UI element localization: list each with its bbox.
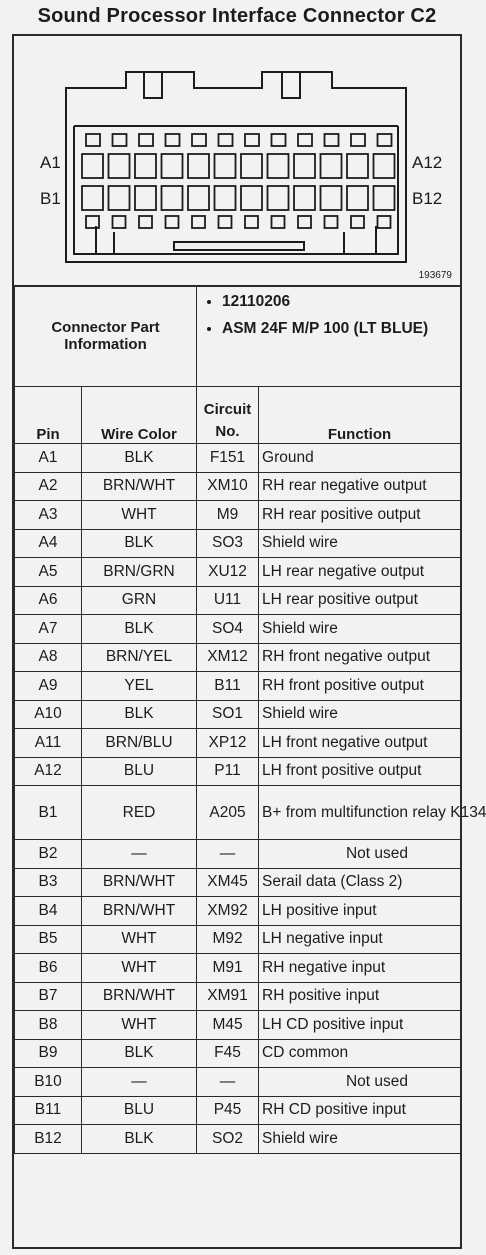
wire-color-cell: BRN/WHT (82, 897, 197, 926)
pin-cell: B2 (15, 840, 82, 869)
pin-cell: A11 (15, 729, 82, 758)
pin-label-b1: B1 (40, 189, 61, 208)
circuit-cell: F45 (197, 1039, 259, 1068)
pin-label-a1: A1 (40, 153, 61, 172)
pin-cell: A2 (15, 472, 82, 501)
table-row (15, 868, 461, 897)
pin-cavity (268, 186, 289, 210)
function-cell: CD common (259, 1039, 461, 1068)
header-function: Function (259, 387, 461, 444)
pin-cavity (192, 216, 205, 228)
table-row (15, 472, 461, 501)
connector-part-number: • 12110206 (222, 292, 457, 311)
pin-cell: B9 (15, 1039, 82, 1068)
function-cell: Ground (259, 444, 461, 473)
pin-cavity (109, 186, 130, 210)
pin-cavity (272, 216, 285, 228)
pin-cavity (192, 134, 206, 146)
function-cell: Not used (259, 840, 461, 869)
figure-number: 193679 (418, 270, 452, 281)
circuit-cell: P11 (197, 757, 259, 786)
table-row (15, 586, 461, 615)
pin-cavity (378, 216, 391, 228)
pin-cell: B7 (15, 982, 82, 1011)
pin-cell: B3 (15, 868, 82, 897)
pin-cavity (245, 216, 258, 228)
function-cell: RH CD positive input (259, 1096, 461, 1125)
pin-cell: B8 (15, 1011, 82, 1040)
wire-color-cell: BLK (82, 1125, 197, 1154)
function-cell: LH front positive output (259, 757, 461, 786)
connector-frame (12, 34, 486, 1249)
pin-cavity (241, 186, 262, 210)
pin-cell: A8 (15, 643, 82, 672)
wire-color-cell: BLK (82, 700, 197, 729)
function-cell: RH negative input (259, 954, 461, 983)
table-row (15, 700, 461, 729)
pin-cavity (325, 216, 338, 228)
table-row (15, 840, 461, 869)
wire-color-cell: WHT (82, 925, 197, 954)
pin-cavity (325, 134, 339, 146)
function-cell: RH positive input (259, 982, 461, 1011)
table-row (15, 1125, 461, 1154)
pin-cavity (135, 154, 156, 178)
circuit-cell: SO1 (197, 700, 259, 729)
wire-color-cell: YEL (82, 672, 197, 701)
wire-color-cell: BRN/GRN (82, 558, 197, 587)
pin-cavity (374, 186, 395, 210)
pin-cell: A1 (15, 444, 82, 473)
pin-cavity (113, 134, 127, 146)
table-row (15, 615, 461, 644)
pin-cavity (294, 154, 315, 178)
wire-color-cell: BRN/YEL (82, 643, 197, 672)
pin-cavity (374, 154, 395, 178)
circuit-cell: XP12 (197, 729, 259, 758)
wire-color-cell: WHT (82, 1011, 197, 1040)
pin-cell: B11 (15, 1096, 82, 1125)
circuit-cell: U11 (197, 586, 259, 615)
wire-color-cell: RED (82, 786, 197, 840)
pin-cell: B12 (15, 1125, 82, 1154)
circuit-cell: SO2 (197, 1125, 259, 1154)
function-cell: B+ from multifunction relay K134 (259, 786, 461, 840)
connector-drawing (14, 36, 460, 287)
pin-cavity (82, 154, 103, 178)
circuit-cell: — (197, 1068, 259, 1097)
pin-cavity (162, 154, 183, 178)
pin-cavity (245, 134, 259, 146)
function-cell: RH front negative output (259, 643, 461, 672)
pin-cavity (86, 134, 100, 146)
circuit-cell: M91 (197, 954, 259, 983)
circuit-cell: P45 (197, 1096, 259, 1125)
connector-info-list (197, 286, 461, 387)
circuit-cell: A205 (197, 786, 259, 840)
circuit-cell: XU12 (197, 558, 259, 587)
pin-cell: A9 (15, 672, 82, 701)
table-row (15, 1068, 461, 1097)
circuit-cell: XM45 (197, 868, 259, 897)
pin-cavity (215, 186, 236, 210)
pin-cell: A10 (15, 700, 82, 729)
pin-cavity (351, 134, 365, 146)
pin-cavity (347, 154, 368, 178)
wire-color-cell: — (82, 1068, 197, 1097)
wire-color-cell: WHT (82, 954, 197, 983)
pin-cell: B5 (15, 925, 82, 954)
table-row (15, 444, 461, 473)
wire-color-cell: BLK (82, 615, 197, 644)
function-cell: RH rear negative output (259, 472, 461, 501)
pin-cavity (109, 154, 130, 178)
pin-cavity (241, 154, 262, 178)
pin-cavity (166, 134, 180, 146)
circuit-cell: SO3 (197, 529, 259, 558)
table-row (15, 897, 461, 926)
wire-color-cell: BRN/BLU (82, 729, 197, 758)
pin-cavity (162, 186, 183, 210)
pin-cell: A3 (15, 501, 82, 530)
pin-cell: B4 (15, 897, 82, 926)
pin-cavity (351, 216, 364, 228)
function-cell: LH positive input (259, 897, 461, 926)
circuit-cell: B11 (197, 672, 259, 701)
wire-color-cell: BRN/WHT (82, 868, 197, 897)
wire-color-cell: BLK (82, 529, 197, 558)
table-row (15, 1096, 461, 1125)
function-cell: RH front positive output (259, 672, 461, 701)
pin-cell: A7 (15, 615, 82, 644)
pin-cavity (82, 186, 103, 210)
function-cell: LH front negative output (259, 729, 461, 758)
pin-label-b12: B12 (412, 189, 443, 208)
pin-cavity (139, 216, 152, 228)
circuit-cell: M92 (197, 925, 259, 954)
function-cell: LH CD positive input (259, 1011, 461, 1040)
header-wire-color: Wire Color (82, 387, 197, 444)
table-row (15, 982, 461, 1011)
pin-cavity (188, 186, 209, 210)
wire-color-cell: BLK (82, 1039, 197, 1068)
pin-cavity (215, 154, 236, 178)
pin-cavity (298, 216, 311, 228)
pin-cavity (294, 186, 315, 210)
function-cell: Shield wire (259, 1125, 461, 1154)
wire-color-cell: WHT (82, 501, 197, 530)
page-title: Sound Processor Interface Connector C2 (37, 5, 437, 27)
circuit-cell: XM92 (197, 897, 259, 926)
table-row (15, 643, 461, 672)
table-row (15, 672, 461, 701)
pin-cavity (188, 154, 209, 178)
pin-cavity (166, 216, 179, 228)
pin-cell: B6 (15, 954, 82, 983)
pin-cavity (321, 154, 342, 178)
wire-color-cell: BRN/WHT (82, 472, 197, 501)
pin-cavity (219, 216, 232, 228)
table-row (15, 925, 461, 954)
circuit-cell: M45 (197, 1011, 259, 1040)
pin-cavity (139, 134, 153, 146)
table-header-row (15, 387, 461, 444)
table-row (15, 954, 461, 983)
function-cell: Shield wire (259, 529, 461, 558)
table-row (15, 786, 461, 840)
pin-label-a12: A12 (412, 153, 443, 172)
connector-info-row (15, 286, 461, 387)
function-cell: LH negative input (259, 925, 461, 954)
table-row (15, 529, 461, 558)
function-cell: LH rear negative output (259, 558, 461, 587)
function-cell: Not used (259, 1068, 461, 1097)
table-row (15, 501, 461, 530)
pin-cavity (298, 134, 312, 146)
connector-part-description: • ASM 24F M/P 100 (LT BLUE) (222, 319, 457, 338)
pin-cell: A6 (15, 586, 82, 615)
circuit-cell: F151 (197, 444, 259, 473)
pin-cavity (219, 134, 233, 146)
circuit-cell: XM12 (197, 643, 259, 672)
header-pin: Pin (15, 387, 82, 444)
function-cell: RH rear positive output (259, 501, 461, 530)
connector-diagram (14, 36, 460, 287)
table-row (15, 558, 461, 587)
circuit-cell: M9 (197, 501, 259, 530)
pin-cavity (86, 216, 99, 228)
pin-cell: B10 (15, 1068, 82, 1097)
table-row (15, 757, 461, 786)
circuit-cell: XM10 (197, 472, 259, 501)
circuit-cell: SO4 (197, 615, 259, 644)
table-row (15, 729, 461, 758)
header-circuit: Circuit No. (197, 387, 259, 444)
function-cell: Shield wire (259, 700, 461, 729)
pin-cell: A12 (15, 757, 82, 786)
function-cell: Serail data (Class 2) (259, 868, 461, 897)
circuit-cell: XM91 (197, 982, 259, 1011)
pin-cavity (347, 186, 368, 210)
pin-cavity (113, 216, 126, 228)
circuit-cell: — (197, 840, 259, 869)
wire-color-cell: — (82, 840, 197, 869)
pinout-table (14, 285, 486, 1154)
pin-cavity (272, 134, 286, 146)
pin-cell: A5 (15, 558, 82, 587)
function-cell: LH rear positive output (259, 586, 461, 615)
wire-color-cell: BLU (82, 1096, 197, 1125)
table-row (15, 1011, 461, 1040)
pin-cavity (268, 154, 289, 178)
pinout-rows (15, 444, 486, 1154)
pin-cell: A4 (15, 529, 82, 558)
pin-cavity (378, 134, 392, 146)
pin-cavity (135, 186, 156, 210)
wire-color-cell: BLK (82, 444, 197, 473)
pin-cavity (321, 186, 342, 210)
wire-color-cell: GRN (82, 586, 197, 615)
pin-cell: B1 (15, 786, 82, 840)
wire-color-cell: BRN/WHT (82, 982, 197, 1011)
function-cell: Shield wire (259, 615, 461, 644)
table-row (15, 1039, 461, 1068)
wire-color-cell: BLU (82, 757, 197, 786)
connector-info-label: Connector Part Information (15, 286, 197, 387)
